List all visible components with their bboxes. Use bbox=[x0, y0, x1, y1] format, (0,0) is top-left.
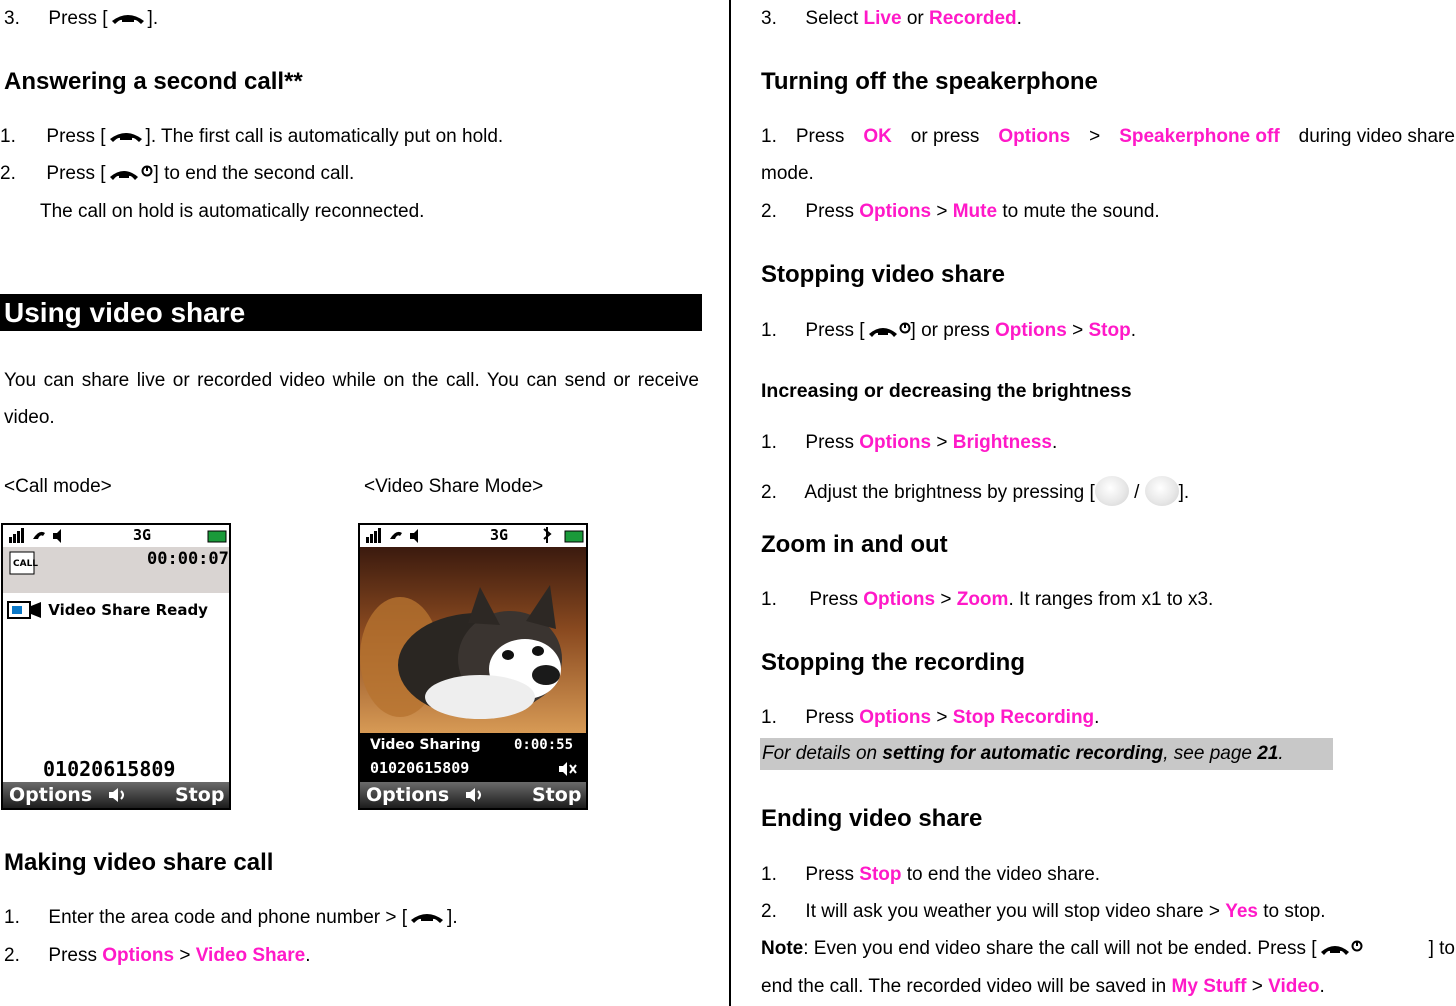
step-press-send bbox=[4, 8, 158, 30]
step-text: Press [ bbox=[48, 8, 108, 29]
video-share-ready-text: Video Share Ready bbox=[48, 600, 208, 619]
step-number: 2. bbox=[761, 901, 777, 922]
step-text: Press [ bbox=[46, 163, 106, 184]
step-text-end: to end the video share. bbox=[901, 864, 1101, 885]
step-number: 3. bbox=[761, 8, 777, 29]
menu-options: Options bbox=[863, 589, 936, 610]
send-key-icon bbox=[407, 907, 447, 927]
call-mode-label: <Call mode> bbox=[4, 476, 112, 497]
step-number: 2. bbox=[4, 945, 20, 966]
soft-key-options[interactable]: Options bbox=[9, 784, 93, 806]
menu-options: Options bbox=[859, 707, 932, 728]
step-number: 1. bbox=[4, 907, 20, 928]
menu-mute: Mute bbox=[952, 201, 998, 222]
heading-turning-off-speakerphone: Turning off the speakerphone bbox=[761, 68, 1098, 95]
step-text-end: . bbox=[1016, 8, 1022, 29]
end-key-icon bbox=[865, 320, 911, 340]
step-text: ] or press bbox=[910, 320, 996, 341]
step-number: 1. bbox=[761, 707, 777, 728]
video-share-mode-screenshot bbox=[358, 523, 588, 810]
menu-brightness: Brightness bbox=[952, 432, 1052, 453]
step-text: Press [ bbox=[46, 126, 106, 147]
step-number: 3. bbox=[4, 8, 20, 29]
step-text: Press bbox=[48, 945, 103, 966]
menu-options: Options bbox=[102, 945, 175, 966]
separator: > bbox=[1066, 320, 1089, 341]
making-step-1 bbox=[4, 907, 458, 929]
network-indicator: 3G bbox=[133, 526, 152, 544]
note-text: For details on bbox=[762, 743, 883, 764]
end-key-icon bbox=[106, 163, 154, 183]
step-number: 1. bbox=[761, 864, 777, 885]
status-icons bbox=[3, 525, 233, 547]
making-step-2 bbox=[4, 945, 310, 967]
heading-making-video-share-call: Making video share call bbox=[4, 849, 274, 876]
step-text-end: during video share bbox=[1298, 126, 1455, 147]
note-text: : Even you end video share the call will not be ended. Press [ bbox=[803, 938, 1317, 959]
step-text-end: ] to end the second call. bbox=[153, 163, 355, 184]
step-number: 2. bbox=[761, 482, 777, 503]
option-recorded: Recorded bbox=[929, 8, 1017, 29]
separator: > bbox=[931, 707, 953, 728]
heading-zoom: Zoom in and out bbox=[761, 531, 948, 558]
note-page-number: 21 bbox=[1257, 743, 1279, 764]
heading-ending-video-share: Ending video share bbox=[761, 805, 983, 832]
status-bar bbox=[3, 525, 229, 547]
menu-stop: Stop bbox=[859, 864, 902, 885]
menu-stop: Stop bbox=[1088, 320, 1131, 341]
volume-icon bbox=[464, 786, 486, 804]
step-text-end: ]. bbox=[1178, 482, 1190, 503]
step-text: Press [ bbox=[805, 320, 865, 341]
video-frame-puppy bbox=[360, 547, 586, 733]
step-text: Press bbox=[809, 589, 864, 610]
status-icons bbox=[360, 525, 590, 547]
menu-zoom: Zoom bbox=[956, 589, 1009, 610]
step-number: 1. bbox=[761, 320, 777, 341]
step-text: or press bbox=[910, 126, 980, 147]
separator: > bbox=[935, 589, 957, 610]
intro-paragraph bbox=[4, 362, 699, 436]
soft-key-options[interactable]: Options bbox=[366, 784, 450, 806]
menu-my-stuff: My Stuff bbox=[1171, 976, 1247, 997]
call-type-icon bbox=[9, 551, 39, 575]
step-text: or bbox=[901, 8, 929, 29]
heading-stopping-recording: Stopping the recording bbox=[761, 649, 1025, 676]
separator: > bbox=[1246, 976, 1269, 997]
step-text-end: to mute the sound. bbox=[997, 201, 1160, 222]
step-number: 2. bbox=[0, 163, 16, 184]
step-text: Enter the area code and phone number > [ bbox=[48, 907, 408, 928]
call-timer: 00:00:07 bbox=[147, 549, 229, 569]
intro-text: You can share live or recorded video while on the call. You can send or receive video. bbox=[4, 370, 699, 428]
video-info-panel bbox=[360, 733, 586, 784]
step-text-end: . bbox=[305, 945, 311, 966]
speaker-step-1 bbox=[761, 126, 1455, 148]
nav-right-key-icon bbox=[1095, 476, 1129, 506]
step-text: Press bbox=[805, 201, 860, 222]
brightness-step-1 bbox=[761, 432, 1057, 454]
separator: > bbox=[931, 201, 953, 222]
ending-step-2 bbox=[761, 901, 1326, 923]
menu-video: Video bbox=[1268, 976, 1320, 997]
separator: > bbox=[174, 945, 196, 966]
separator: > bbox=[931, 432, 953, 453]
answer-step-2-continuation: The call on hold is automatically reconnected. bbox=[40, 201, 425, 222]
key-ok: OK bbox=[863, 126, 892, 147]
step-text-end: . bbox=[1051, 432, 1058, 453]
video-sharing-label: Video Sharing bbox=[370, 737, 481, 753]
note-text: end the call. The recorded video will be saved in bbox=[761, 976, 1172, 997]
recording-step-1 bbox=[761, 707, 1099, 729]
separator: / bbox=[1128, 482, 1145, 503]
soft-key-bar bbox=[3, 782, 229, 808]
video-share-ready-row bbox=[7, 599, 208, 621]
call-mode-screenshot bbox=[1, 523, 231, 810]
step-text-end: ]. bbox=[147, 8, 159, 29]
menu-stop-recording: Stop Recording bbox=[952, 707, 1095, 728]
step-number: 1. bbox=[0, 126, 16, 147]
step-text: Press bbox=[805, 707, 860, 728]
step-text: Press bbox=[805, 432, 860, 453]
phone-number: 01020615809 bbox=[370, 759, 470, 777]
step-text-end: . bbox=[1094, 707, 1100, 728]
heading-stopping-video-share: Stopping video share bbox=[761, 261, 1006, 288]
brightness-step-2 bbox=[761, 476, 1189, 506]
note-text: , see page bbox=[1163, 743, 1258, 764]
stop-step-1 bbox=[761, 320, 1136, 342]
send-key-icon bbox=[108, 8, 148, 28]
video-timer: 0:00:55 bbox=[514, 737, 574, 753]
select-live-recorded-step bbox=[761, 8, 1022, 30]
speaker-step-1-continuation: mode. bbox=[761, 163, 814, 184]
phone-number: 01020615809 bbox=[43, 757, 176, 781]
note-emphasis: setting for automatic recording bbox=[882, 743, 1164, 764]
step-number: 1. bbox=[761, 432, 777, 453]
step-text-end: . It ranges from x1 to x3. bbox=[1008, 589, 1214, 610]
answer-step-1 bbox=[0, 126, 503, 148]
zoom-step-1 bbox=[761, 589, 1213, 611]
nav-left-key-icon bbox=[1145, 476, 1179, 506]
video-share-icon bbox=[7, 600, 43, 620]
timer-panel bbox=[3, 547, 229, 593]
step-number: 1. bbox=[761, 589, 777, 610]
step-text-end: ]. bbox=[447, 907, 458, 928]
section-banner-using-video-share: Using video share bbox=[0, 294, 702, 331]
send-key-icon bbox=[106, 126, 146, 146]
column-divider bbox=[729, 0, 731, 1006]
heading-brightness: Increasing or decreasing the brightness bbox=[761, 380, 1132, 402]
step-text: It will ask you weather you will stop video share > bbox=[805, 901, 1226, 922]
step-text-end: ]. The first call is automatically put on hold. bbox=[145, 126, 504, 147]
soft-key-bar bbox=[360, 782, 586, 808]
menu-video-share: Video Share bbox=[195, 945, 306, 966]
step-text: Select bbox=[805, 8, 864, 29]
menu-options: Options bbox=[995, 320, 1067, 341]
video-share-mode-label: <Video Share Mode> bbox=[364, 476, 544, 497]
soft-key-stop[interactable]: Stop bbox=[175, 784, 225, 806]
note-text-end: . bbox=[1319, 976, 1325, 997]
step-number: 2. bbox=[761, 201, 777, 222]
option-yes: Yes bbox=[1225, 901, 1258, 922]
note-label: Note bbox=[761, 938, 804, 959]
step-text-end: to stop. bbox=[1257, 901, 1326, 922]
ending-note-line-1 bbox=[761, 938, 1455, 960]
ending-step-1 bbox=[761, 864, 1100, 886]
step-text: Press bbox=[805, 864, 860, 885]
svg-text:CALL: CALL bbox=[13, 559, 39, 569]
answer-step-2 bbox=[0, 163, 354, 185]
step-text: Adjust the brightness by pressing [ bbox=[804, 482, 1095, 503]
step-text: Press bbox=[795, 126, 845, 147]
heading-answering-second-call: Answering a second call** bbox=[4, 68, 303, 95]
volume-icon bbox=[107, 786, 129, 804]
auto-recording-note bbox=[760, 738, 1333, 770]
mute-icon bbox=[558, 760, 578, 778]
speaker-step-2 bbox=[761, 201, 1160, 223]
menu-options: Options bbox=[859, 432, 932, 453]
step-number: 1. bbox=[761, 126, 777, 147]
ending-note-line-2 bbox=[761, 976, 1325, 998]
soft-key-stop[interactable]: Stop bbox=[532, 784, 582, 806]
menu-options: Options bbox=[859, 201, 932, 222]
network-indicator: 3G bbox=[490, 526, 509, 544]
separator: > bbox=[1089, 126, 1101, 147]
option-live: Live bbox=[863, 8, 902, 29]
menu-speakerphone-off: Speakerphone off bbox=[1119, 126, 1280, 147]
note-text-end: . bbox=[1278, 743, 1284, 764]
status-bar bbox=[360, 525, 586, 547]
note-text-end: ] to bbox=[1428, 938, 1455, 959]
step-text-end: . bbox=[1130, 320, 1136, 341]
end-key-icon bbox=[1317, 938, 1363, 958]
menu-options: Options bbox=[998, 126, 1071, 147]
